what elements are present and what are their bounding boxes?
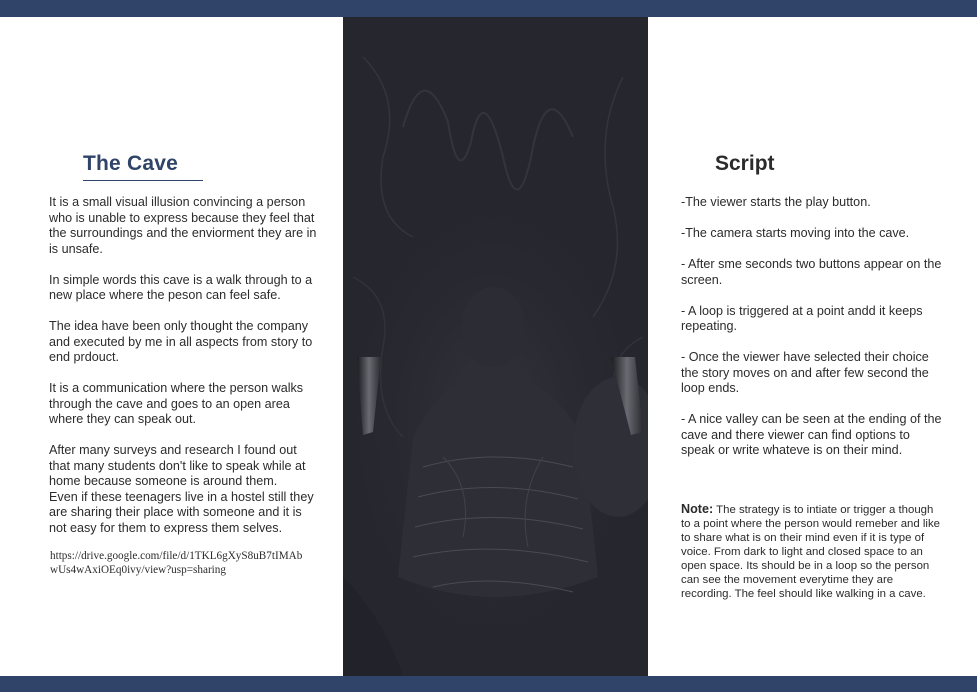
description-paragraph-3: The idea have been only thought the company and executed by me in all aspects from story to end prdouct. [49, 319, 313, 364]
description-paragraph-2: In simple words this cave is a walk through to a new place where the peson can feel safe. [49, 272, 313, 302]
script-list [681, 195, 943, 474]
script-item: - Once the viewer have selected their choice the story moves on and after few second the loop ends. [681, 350, 929, 395]
bottom-border-bar [0, 676, 977, 692]
note-text: The strategy is to intiate or trigger a though to a point where the person would remeber and like to share what is on their mind even if it is type of voice. From dark to light and closed space to an open space. Its should be in a loop so the person can see the movement everytime they are recording. The feel should like walking in a cave. [681, 504, 940, 600]
note-label: Note: [681, 502, 714, 516]
top-border-bar [0, 0, 977, 17]
cave-description [49, 195, 319, 552]
script-item: - After sme seconds two buttons appear on the screen. [681, 257, 942, 287]
script-item: -The viewer starts the play button. [681, 195, 871, 209]
title-underline [83, 180, 203, 181]
script-item: - A nice valley can be seen at the ending of the cave and there viewer can find options to speak or write whateve is on their mind. [681, 412, 942, 457]
cave-artwork [343, 17, 648, 676]
cave-illustration [343, 17, 648, 676]
description-paragraph-1: It is a small visual illusion convincing a person who is unable to express because they feel that the surroundings and the enviorment they are in is unsafe. [49, 195, 317, 256]
cave-title: The Cave [83, 152, 178, 175]
description-paragraph-4: It is a communication where the person walks through the cave and goes to an open area where they can speak out. [49, 381, 304, 426]
right-panel [648, 17, 977, 676]
left-panel [0, 17, 343, 676]
note-block [681, 502, 943, 601]
script-item: -The camera starts moving into the cave. [681, 226, 910, 240]
drive-link[interactable]: https://drive.google.com/file/d/1TKL6gXyS8uB7tIMAbwUs4wAxiOEq0ivy/view?usp=sharing [50, 550, 303, 576]
script-title: Script [715, 152, 775, 175]
script-item: - A loop is triggered at a point andd it keeps repeating. [681, 303, 923, 333]
description-paragraph-5: After many surveys and research I found out that many students don't like to speak while at home because someone is around them. Even if these teenagers live in a hostel still they are sharing their place with someone and it is not easy for them to express them selves. [49, 443, 314, 535]
